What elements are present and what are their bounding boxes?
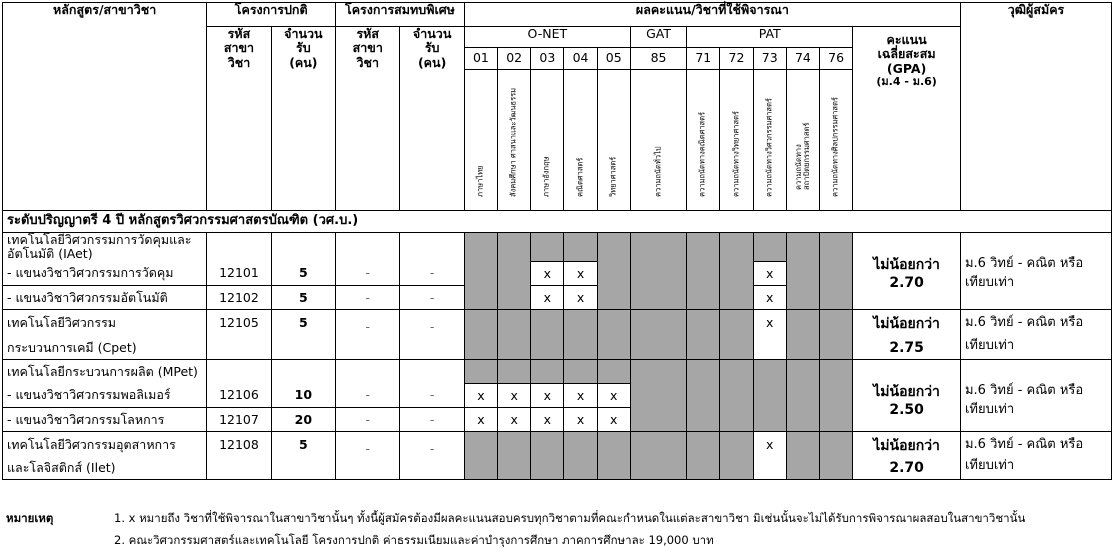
mark-x: x xyxy=(753,262,786,286)
gpa-cell: ไม่น้อยกว่า 2.75 xyxy=(853,310,961,360)
mark-x: x xyxy=(564,408,597,432)
subject-code: 76 xyxy=(820,48,853,70)
subject-code: 03 xyxy=(531,48,564,70)
grey-cell xyxy=(531,233,564,262)
qual-cell: ม.6 วิทย์ - คณิต หรือ เทียบเท่า xyxy=(960,310,1111,360)
special-code: - xyxy=(336,384,400,408)
gpa-header: คะแนน เฉลี่ยสะสม (GPA) (ม.4 - ม.6) xyxy=(853,27,961,211)
grey-cell xyxy=(464,233,497,310)
subject-name-cell xyxy=(687,70,720,211)
qual-cell: ม.6 วิทย์ - คณิต หรือ เทียบเท่า xyxy=(960,360,1111,432)
subject-name: ความถนัดทั่วไป xyxy=(653,146,663,198)
note-item: 2. คณะวิศวกรรมศาสตร์และเทคโนโลยี โครงการปกติ ค่าธรรมเนียมและค่าบำรุงการศึกษา ภาคการศึกษาละ 19,000 บาท xyxy=(114,533,714,547)
subject-code: 04 xyxy=(564,48,597,70)
subject-name: วิทยาศาสตร์ xyxy=(608,157,618,198)
subject-name: ภาษาอังกฤษ xyxy=(542,156,552,198)
branch-count: 5 xyxy=(271,432,335,480)
branch-name: - แขนงวิชาวิศวกรรมโลหการ xyxy=(3,408,207,432)
code-header: รหัส สาขา วิชา xyxy=(207,27,271,211)
gpa-cell: ไม่น้อยกว่า 2.70 xyxy=(853,432,961,480)
group-title: เทคโนโลยีวิศวกรรมอุตสาหการ และโลจิสติกส์ (Ilet) xyxy=(3,432,207,480)
note-item: 1. x หมายถึง วิชาที่ใช้พิจารณาในสาขาวิชานั้นๆ ทั้งนี้ผู้สมัครต้องมีผลคะแนนสอบครบทุกวิชาตามที่คณะกำหนดในแต่ละสาขาวิชา มิเช่นนั้นจะไม่ได้รับการพิจารณาผลสอบในสาขาวิชานั้น xyxy=(114,511,1026,525)
notes-label: หมายเหตุ xyxy=(6,511,54,525)
mark-x: x xyxy=(597,408,630,432)
special-count: - xyxy=(400,310,464,360)
special-code: - xyxy=(336,310,400,360)
special-code-header: รหัส สาขา วิชา xyxy=(336,27,400,211)
grey-cell xyxy=(687,233,720,310)
mark-x: x xyxy=(753,310,786,360)
branch-name: - แขนงวิชาวิศวกรรมการวัดคุม xyxy=(3,262,207,286)
regular-header: โครงการปกติ xyxy=(207,3,336,27)
section-title: ระดับปริญญาตรี 4 ปี หลักสูตรวิศวกรรมศาสตรบัณฑิต (วศ.บ.) xyxy=(3,211,1112,233)
subject-code: 73 xyxy=(753,48,786,70)
onet-header: O-NET xyxy=(464,27,630,48)
mark-x: x xyxy=(464,408,497,432)
mark-x: x xyxy=(753,432,786,480)
subject-name: ความถนัดทางคณิตศาสตร์ xyxy=(697,112,707,198)
mark-x: x xyxy=(531,384,564,408)
mark-x: x xyxy=(464,384,497,408)
group-title: เทคโนโลยีวิศวกรรม กระบวนการเคมี (Cpet) xyxy=(3,310,207,360)
grey-cell xyxy=(786,233,819,310)
special-count: - xyxy=(400,408,464,432)
subject-name: ความถนัดทางวิทยาศาสตร์ xyxy=(731,111,741,198)
branch-code: 12108 xyxy=(207,432,271,480)
branch-count: 5 xyxy=(271,286,335,310)
pat-header: PAT xyxy=(687,27,853,48)
branch-name: - แขนงวิชาวิศวกรรมอัตโนมัติ xyxy=(3,286,207,310)
mark-x: x xyxy=(753,286,786,310)
admission-table xyxy=(2,2,1112,480)
subject-name-cell xyxy=(630,70,686,211)
qual-cell: ม.6 วิทย์ - คณิต หรือ เทียบเท่า xyxy=(960,233,1111,310)
mark-x: x xyxy=(498,384,531,408)
subject-code: 85 xyxy=(630,48,686,70)
mark-x: x xyxy=(531,408,564,432)
special-header: โครงการสมทบพิเศษ xyxy=(336,3,465,27)
subject-code: 71 xyxy=(687,48,720,70)
branch-count: 5 xyxy=(271,310,335,360)
mark-x: x xyxy=(564,286,597,310)
grey-cell xyxy=(597,233,630,310)
subject-name-cell xyxy=(597,70,630,211)
subject-name-cell xyxy=(786,70,819,211)
subject-name: สังคมศึกษา ศาสนาและวัฒนธรรม xyxy=(508,88,518,198)
special-code: - xyxy=(336,286,400,310)
branch-code: 12101 xyxy=(207,262,271,286)
grey-cell xyxy=(753,233,786,262)
mark-x: x xyxy=(498,408,531,432)
grey-cell xyxy=(720,233,753,310)
special-count: - xyxy=(400,432,464,480)
special-count-header: จำนวน รับ (คน) xyxy=(400,27,464,211)
branch-count: 20 xyxy=(271,408,335,432)
subject-code: 72 xyxy=(720,48,753,70)
subject-name-cell xyxy=(531,70,564,211)
mark-x: x xyxy=(564,262,597,286)
branch-code: 12105 xyxy=(207,310,271,360)
special-code: - xyxy=(336,408,400,432)
qualification-header: วุฒิผู้สมัคร xyxy=(960,3,1111,211)
subject-name-cell xyxy=(820,70,853,211)
subject-name-cell xyxy=(720,70,753,211)
subject-code: 01 xyxy=(464,48,497,70)
subject-name-cell xyxy=(564,70,597,211)
grey-cell xyxy=(630,233,686,310)
subject-name: ความถนัดทางวิศวกรรมศาสตร์ xyxy=(764,98,774,198)
grey-cell xyxy=(498,233,531,310)
mark-x: x xyxy=(531,286,564,310)
branch-name: - แขนงวิชาวิศวกรรมพอลิเมอร์ xyxy=(3,384,207,408)
branch-code: 12106 xyxy=(207,384,271,408)
special-count: - xyxy=(400,286,464,310)
subject-name-cell xyxy=(498,70,531,211)
group-title: เทคโนโลยีกระบวนการผลิต (MPet) xyxy=(3,360,207,384)
subject-name: คณิตศาสตร์ xyxy=(575,158,585,198)
special-count: - xyxy=(400,384,464,408)
subject-name-cell xyxy=(753,70,786,211)
grey-cell xyxy=(564,233,597,262)
mark-x: x xyxy=(564,384,597,408)
subject-code: 02 xyxy=(498,48,531,70)
scores-header: ผลคะแนน/วิชาที่ใช้พิจารณา xyxy=(464,3,960,27)
qual-cell: ม.6 วิทย์ - คณิต หรือ เทียบเท่า xyxy=(960,432,1111,480)
gat-header: GAT xyxy=(630,27,686,48)
special-code: - xyxy=(336,262,400,286)
subject-code: 05 xyxy=(597,48,630,70)
branch-count: 10 xyxy=(271,384,335,408)
group-title: เทคโนโลยีวิศวกรรมการวัดคุมและอัตโนมัติ (IAet) xyxy=(3,233,207,262)
subject-code: 74 xyxy=(786,48,819,70)
gpa-cell: ไม่น้อยกว่า 2.50 xyxy=(853,360,961,432)
subject-name-cell xyxy=(464,70,497,211)
grey-cell xyxy=(820,233,853,310)
program-header: หลักสูตร/สาขาวิชา xyxy=(3,3,207,211)
subject-name: ความถนัดทางศิลปกรรมศาสตร์ xyxy=(830,97,840,198)
special-code: - xyxy=(336,432,400,480)
count-header: จำนวน รับ (คน) xyxy=(271,27,335,211)
special-count: - xyxy=(400,262,464,286)
mark-x: x xyxy=(531,262,564,286)
gpa-cell: ไม่น้อยกว่า 2.70 xyxy=(853,233,961,310)
branch-count: 5 xyxy=(271,262,335,286)
subject-name: ภาษาไทย xyxy=(475,165,485,198)
subject-name: ความถนัดทาง สถาปัตยกรรมศาสตร์ xyxy=(793,122,811,190)
branch-code: 12102 xyxy=(207,286,271,310)
mark-x: x xyxy=(597,384,630,408)
branch-code: 12107 xyxy=(207,408,271,432)
